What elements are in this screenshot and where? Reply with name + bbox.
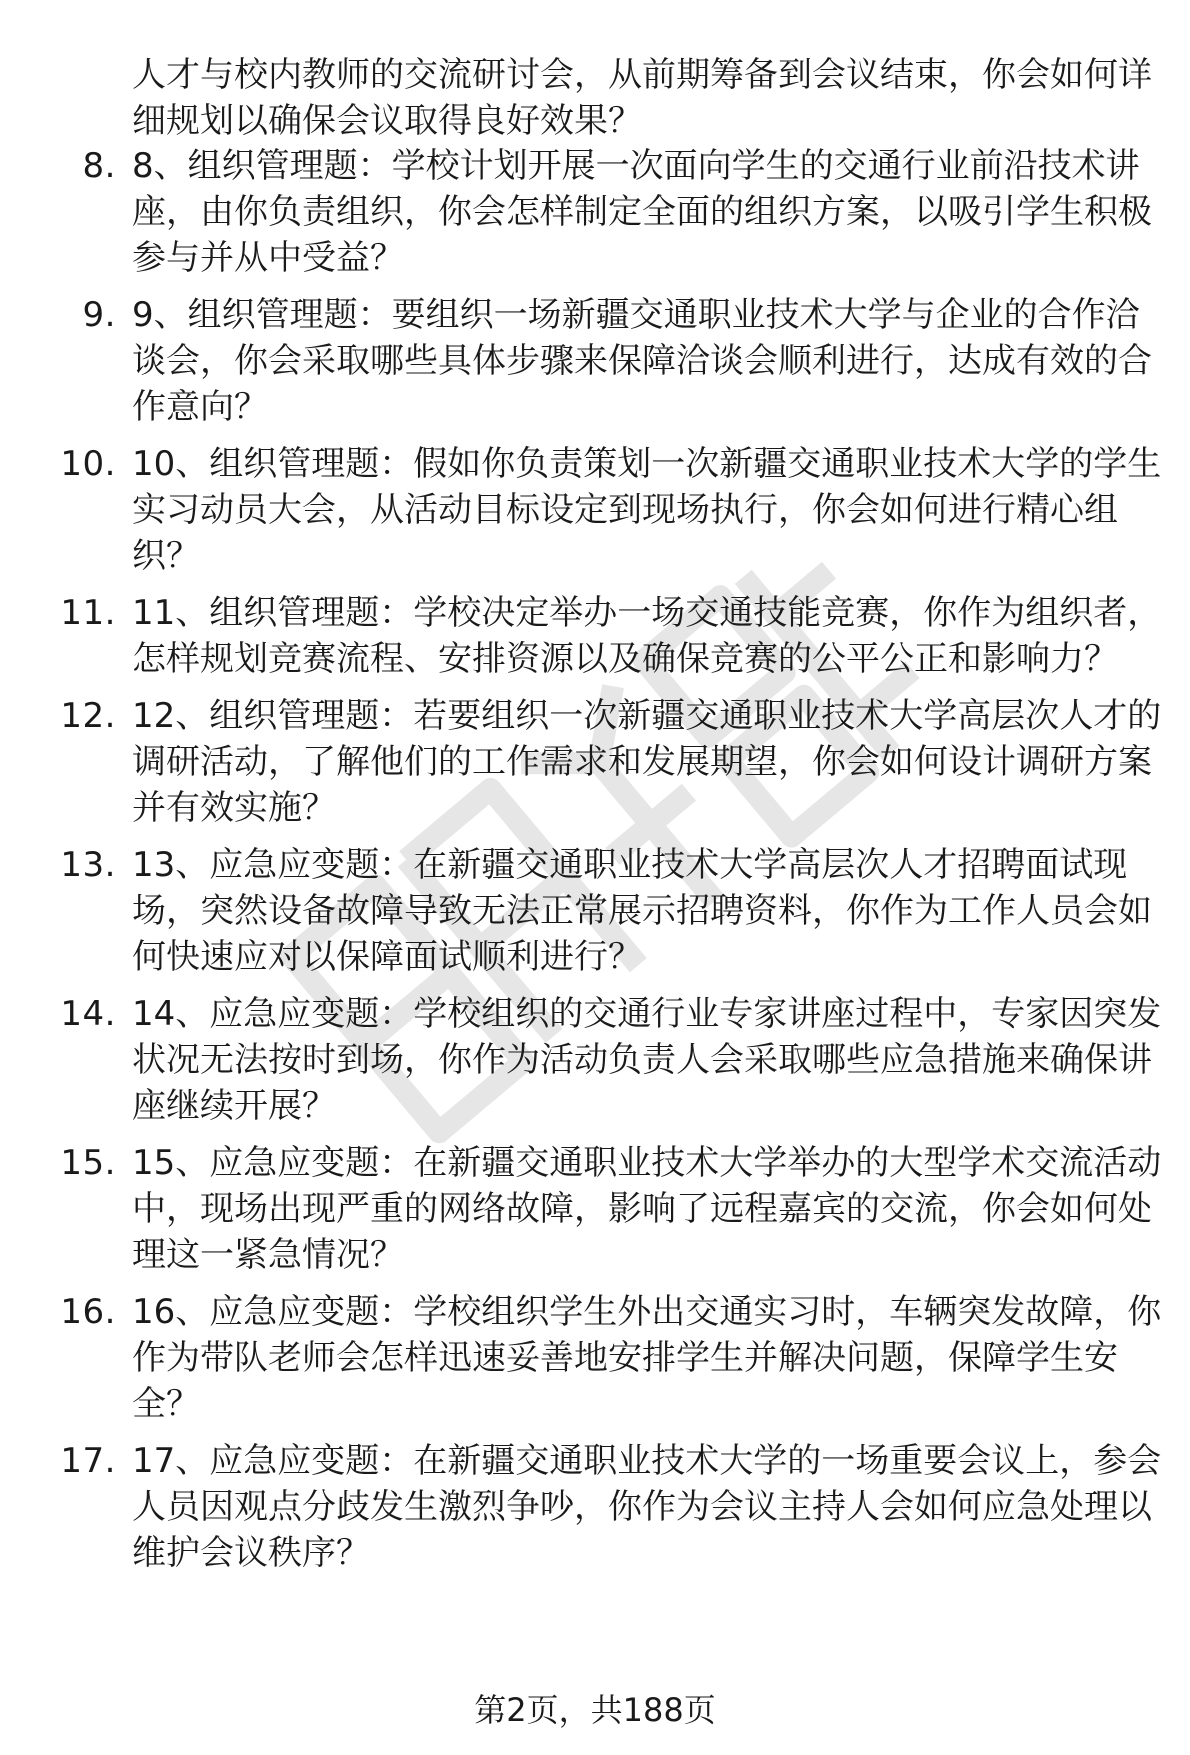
question-text: 11、组织管理题：学校决定举办一场交通技能竞赛，你作为组织者，怎样规划竞赛流程、安排资源以及确保竞赛的公平公正和影响力？	[132, 593, 1162, 679]
question-number: 8.	[82, 146, 116, 186]
question-text: 13、应急应变题：在新疆交通职业技术大学高层次人才招聘面试现场，突然设备故障导致无法正常展示招聘资料，你作为工作人员会如何快速应对以保障面试顺利进行？	[132, 845, 1152, 977]
question-item	[0, 1438, 1190, 1576]
question-item	[0, 590, 1190, 682]
question-text: 17、应急应变题：在新疆交通职业技术大学的一场重要会议上，参会人员因观点分歧发生激烈争吵，你作为会议主持人会如何应急处理以维护会议秩序？	[132, 1441, 1162, 1573]
question-number: 9.	[82, 295, 116, 335]
question-text: 15、应急应变题：在新疆交通职业技术大学举办的大型学术交流活动中，现场出现严重的网络故障，影响了远程嘉宾的交流，你会如何处理这一紧急情况？	[132, 1143, 1162, 1275]
question-text: 14、应急应变题：学校组织的交通行业专家讲座过程中，专家因突发状况无法按时到场，你作为活动负责人会采取哪些应急措施来确保讲座继续开展？	[132, 994, 1162, 1126]
question-item	[0, 1289, 1190, 1427]
question-item	[0, 991, 1190, 1129]
question-number: 10.	[60, 444, 116, 484]
question-item	[0, 292, 1190, 430]
question-number: 15.	[60, 1143, 116, 1183]
question-item	[0, 441, 1190, 579]
question-text: 12、组织管理题：若要组织一次新疆交通职业技术大学高层次人才的调研活动，了解他们的工作需求和发展期望，你会如何设计调研方案并有效实施？	[132, 696, 1162, 828]
question-text: 9、组织管理题：要组织一场新疆交通职业技术大学与企业的合作洽谈会，你会采取哪些具体步骤来保障洽谈会顺利进行，达成有效的合作意向？	[132, 295, 1152, 427]
continued-question-text: 人才与校内教师的交流研讨会，从前期筹备到会议结束，你会如何详细规划以确保会议取得良好效果？	[132, 55, 1152, 141]
question-text: 8、组织管理题：学校计划开展一次面向学生的交通行业前沿技术讲座，由你负责组织，你会怎样制定全面的组织方案，以吸引学生积极参与并从中受益？	[132, 146, 1152, 278]
page-footer: 第2页，共188页	[474, 1691, 716, 1729]
question-text: 16、应急应变题：学校组织学生外出交通实习时，车辆突发故障，你作为带队老师会怎样迅速妥善地安排学生并解决问题，保障学生安全？	[132, 1292, 1162, 1424]
question-number: 14.	[60, 994, 116, 1034]
question-item	[0, 143, 1190, 281]
question-number: 12.	[60, 696, 116, 736]
question-number: 17.	[60, 1441, 116, 1481]
question-number: 13.	[60, 845, 116, 885]
question-item	[0, 693, 1190, 831]
question-text: 10、组织管理题：假如你负责策划一次新疆交通职业技术大学的学生实习动员大会，从活动目标设定到现场执行，你会如何进行精心组织？	[132, 444, 1162, 576]
question-number: 11.	[60, 593, 116, 633]
question-item	[0, 842, 1190, 980]
question-number: 16.	[60, 1292, 116, 1332]
question-item	[0, 1140, 1190, 1278]
question-list	[0, 143, 1190, 1587]
